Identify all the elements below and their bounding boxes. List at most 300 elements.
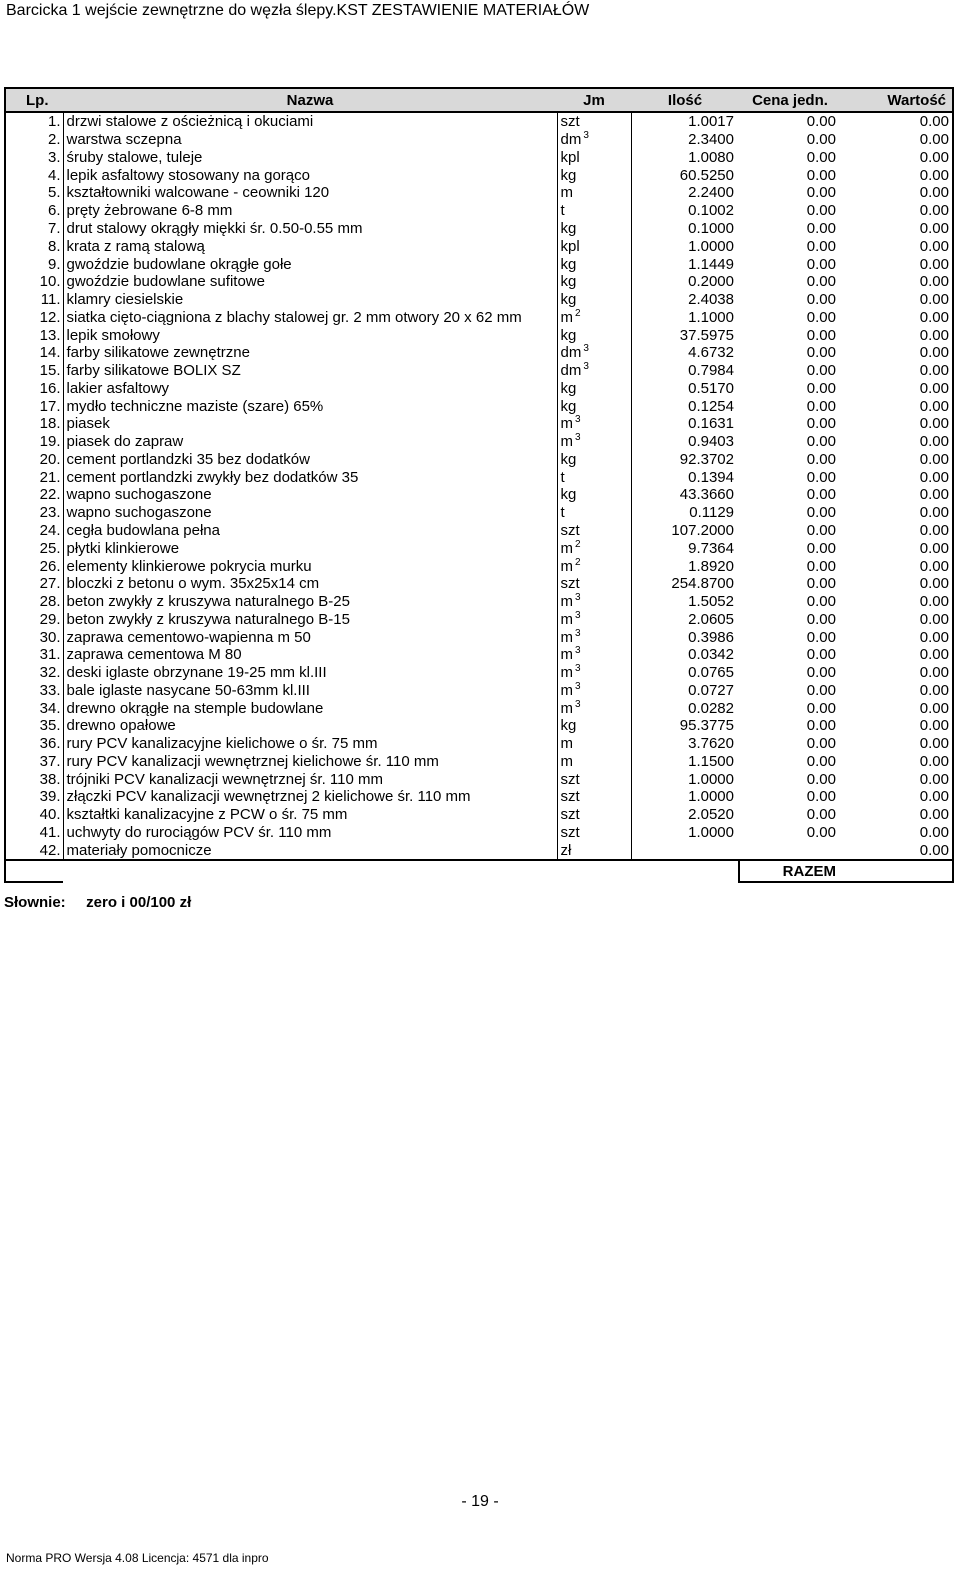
row-price: 0.00 xyxy=(806,326,836,344)
page-number: - 19 - xyxy=(461,1493,499,1510)
table-row xyxy=(5,699,953,717)
row-name: lepik asfaltowy stosowany na gorąco xyxy=(63,166,557,184)
row-value: 0.00 xyxy=(841,291,953,309)
sum-value xyxy=(841,860,953,882)
table-row xyxy=(5,237,953,255)
row-qty: 60.5250 xyxy=(679,166,734,184)
row-jm: szt xyxy=(557,770,631,788)
row-qty: 0.0727 xyxy=(688,681,734,699)
row-value: 0.00 xyxy=(841,557,953,575)
row-lp: 4. xyxy=(5,166,63,184)
row-lp: 32. xyxy=(5,664,63,682)
sum-label: RAZEM xyxy=(739,860,841,882)
row-jm: kg xyxy=(557,486,631,504)
row-name: deski iglaste obrzynane 19-25 mm kl.III xyxy=(63,664,557,682)
row-qty: 0.0282 xyxy=(688,699,734,717)
row-lp: 2. xyxy=(5,131,63,149)
row-qty: 1.0000 xyxy=(688,237,734,255)
row-jm: m $^3$ xyxy=(557,610,631,628)
table-row xyxy=(5,682,953,700)
row-value: 0.00 xyxy=(841,237,953,255)
row-price: 0.00 xyxy=(806,539,836,557)
row-value: 0.00 xyxy=(841,131,953,149)
row-jm: kpl xyxy=(557,237,631,255)
unit-exponent: 3 xyxy=(575,610,581,621)
table-row xyxy=(5,344,953,362)
unit-exponent: 3 xyxy=(575,681,581,692)
table-header-row xyxy=(5,88,953,112)
row-price: 0.00 xyxy=(806,415,836,433)
row-qty: 9.7364 xyxy=(688,539,734,557)
row-jm: zł xyxy=(557,841,631,860)
table-row xyxy=(5,522,953,540)
table-row xyxy=(5,291,953,309)
row-lp: 23. xyxy=(5,504,63,522)
row-jm: kg xyxy=(557,451,631,469)
table-row xyxy=(5,486,953,504)
row-price: 0.00 xyxy=(806,770,836,788)
row-price: 0.00 xyxy=(806,255,836,273)
unit-exponent: 3 xyxy=(575,628,581,639)
row-qty: 0.2000 xyxy=(688,273,734,291)
table-row xyxy=(5,273,953,291)
row-value: 0.00 xyxy=(841,646,953,664)
row-price: 0.00 xyxy=(806,575,836,593)
row-name: drut stalowy okrągły miękki śr. 0.50-0.55 mm xyxy=(63,220,557,238)
row-lp: 18. xyxy=(5,415,63,433)
row-name: siatka cięto-ciągniona z blachy stalowej gr. 2 mm otwory 20 x 62 mm xyxy=(63,308,557,326)
row-value: 0.00 xyxy=(841,628,953,646)
row-value: 0.00 xyxy=(841,344,953,362)
footer-license: Norma PRO Wersja 4.08 Licencja: 4571 dla inpro xyxy=(6,1551,269,1565)
row-jm: m $^3$ xyxy=(557,433,631,451)
unit-exponent: 2 xyxy=(575,308,581,319)
row-qty: 2.3400 xyxy=(688,131,734,149)
row-name: zaprawa cementowo-wapienna m 50 xyxy=(63,628,557,646)
table-row xyxy=(5,149,953,167)
table-row xyxy=(5,610,953,628)
row-jm: m xyxy=(557,184,631,202)
row-name: drzwi stalowe z ościeżnicą i okuciami xyxy=(63,112,557,131)
row-qty: 2.0605 xyxy=(688,610,734,628)
row-jm: dm $^3$ xyxy=(557,362,631,380)
row-price: 0.00 xyxy=(806,273,836,291)
row-price: 0.00 xyxy=(806,379,836,397)
row-lp: 12. xyxy=(5,308,63,326)
unit-exponent: 3 xyxy=(575,645,581,657)
row-qty: 95.3775 xyxy=(679,717,734,735)
row-name: cegła budowlana pełna xyxy=(63,522,557,540)
row-value: 0.00 xyxy=(841,468,953,486)
row-jm: szt xyxy=(557,806,631,824)
row-name: śruby stalowe, tuleje xyxy=(63,149,557,167)
row-price: 0.00 xyxy=(806,504,836,522)
row-price: 0.00 xyxy=(806,664,836,682)
row-value: 0.00 xyxy=(841,699,953,717)
unit-exponent: 3 xyxy=(575,592,581,604)
row-value: 0.00 xyxy=(841,735,953,753)
row-value: 0.00 xyxy=(841,220,953,238)
unit-exponent: 2 xyxy=(575,539,581,550)
row-lp: 22. xyxy=(5,486,63,504)
row-name: zaprawa cementowa M 80 xyxy=(63,646,557,664)
row-jm: kg xyxy=(557,379,631,397)
unit-exponent: 3 xyxy=(583,130,589,142)
row-price: 0.00 xyxy=(806,806,836,824)
row-jm: m $^3$ xyxy=(557,664,631,682)
row-jm: szt xyxy=(557,575,631,593)
row-price: 0.00 xyxy=(806,752,836,770)
row-name: trójniki PCV kanalizacji wewnętrznej śr. 110 mm xyxy=(63,770,557,788)
words-label: Słownie: xyxy=(4,894,66,911)
table-row xyxy=(5,131,953,149)
row-value: 0.00 xyxy=(841,255,953,273)
row-name: złączki PCV kanalizacji wewnętrznej 2 kielichowe śr. 110 mm xyxy=(63,788,557,806)
table-row xyxy=(5,575,953,593)
row-name: drewno okrągłe na stemple budowlane xyxy=(63,699,557,717)
row-price: 0.00 xyxy=(806,486,836,504)
row-value: 0.00 xyxy=(841,433,953,451)
row-value: 0.00 xyxy=(841,379,953,397)
row-lp: 26. xyxy=(5,557,63,575)
row-name: cement portlandzki 35 bez dodatków xyxy=(63,451,557,469)
row-qty: 43.3660 xyxy=(679,486,734,504)
row-price: 0.00 xyxy=(806,681,836,699)
table-row xyxy=(5,326,953,344)
row-lp: 20. xyxy=(5,451,63,469)
row-price: 0.00 xyxy=(806,699,836,717)
row-jm: m $^3$ xyxy=(557,628,631,646)
row-jm: szt xyxy=(557,112,631,131)
table-row xyxy=(5,362,953,380)
row-name: warstwa sczepna xyxy=(63,131,557,149)
row-price: 0.00 xyxy=(806,450,836,468)
row-name: lepik smołowy xyxy=(63,326,557,344)
row-name: elementy klinkierowe pokrycia murku xyxy=(63,557,557,575)
table-body xyxy=(5,112,953,860)
row-name: krata z ramą stalową xyxy=(63,237,557,255)
row-price: 0.00 xyxy=(806,468,836,486)
row-lp: 8. xyxy=(5,237,63,255)
row-qty: 1.5052 xyxy=(688,593,734,611)
row-qty: 0.9403 xyxy=(688,433,734,451)
header-value: Wartość xyxy=(841,88,953,112)
row-value: 0.00 xyxy=(841,593,953,611)
row-price: 0.00 xyxy=(806,184,836,202)
row-price: 0.00 xyxy=(806,628,836,646)
table-row xyxy=(5,557,953,575)
row-value: 0.00 xyxy=(841,575,953,593)
header-name: Nazwa xyxy=(63,88,557,112)
row-qty: 2.0520 xyxy=(688,806,734,824)
row-jm: kg xyxy=(557,255,631,273)
row-lp: 1. xyxy=(5,112,63,131)
row-price: 0.00 xyxy=(806,735,836,753)
row-qty: 1.1500 xyxy=(688,752,734,770)
row-name: wapno suchogaszone xyxy=(63,486,557,504)
header-lp: Lp. xyxy=(5,88,63,112)
row-lp: 30. xyxy=(5,628,63,646)
row-value: 0.00 xyxy=(841,326,953,344)
table-row xyxy=(5,841,953,860)
row-jm: m $^2$ xyxy=(557,557,631,575)
row-value: 0.00 xyxy=(841,664,953,682)
row-qty: 0.7984 xyxy=(688,362,734,380)
row-qty: 1.8920 xyxy=(688,557,734,575)
row-qty: 37.5975 xyxy=(679,326,734,344)
row-lp: 28. xyxy=(5,593,63,611)
row-name: kształtowniki walcowane - ceowniki 120 xyxy=(63,184,557,202)
row-value: 0.00 xyxy=(841,451,953,469)
row-qty: 0.1000 xyxy=(688,219,734,237)
row-price: 0.00 xyxy=(806,219,836,237)
row-jm: dm $^3$ xyxy=(557,344,631,362)
row-name: gwoździe budowlane sufitowe xyxy=(63,273,557,291)
row-value: 0.00 xyxy=(841,308,953,326)
row-value: 0.00 xyxy=(841,539,953,557)
row-jm: m $^3$ xyxy=(557,593,631,611)
row-qty: 0.1129 xyxy=(689,504,734,522)
row-lp: 11. xyxy=(5,291,63,309)
row-qty: 0.3986 xyxy=(688,628,734,646)
table-row xyxy=(5,220,953,238)
row-lp: 37. xyxy=(5,753,63,771)
table-row xyxy=(5,664,953,682)
row-jm: kg xyxy=(557,166,631,184)
row-lp: 13. xyxy=(5,326,63,344)
row-value: 0.00 xyxy=(841,610,953,628)
row-value: 0.00 xyxy=(841,397,953,415)
row-lp: 7. xyxy=(5,220,63,238)
row-lp: 5. xyxy=(5,184,63,202)
row-name: gwoździe budowlane okrągłe gołe xyxy=(63,255,557,273)
row-lp: 21. xyxy=(5,468,63,486)
row-name: piasek xyxy=(63,415,557,433)
row-lp: 36. xyxy=(5,735,63,753)
row-name: bloczki z betonu o wym. 35x25x14 cm xyxy=(63,575,557,593)
unit-exponent: 3 xyxy=(583,361,589,373)
table-row xyxy=(5,735,953,753)
row-price: 0.00 xyxy=(806,131,836,149)
table-row xyxy=(5,166,953,184)
row-name: mydło techniczne maziste (szare) 65% xyxy=(63,397,557,415)
row-qty xyxy=(631,841,739,860)
row-value: 0.00 xyxy=(841,184,953,202)
row-value: 0.00 xyxy=(841,841,953,860)
row-jm: kg xyxy=(557,717,631,735)
row-name: kształtki kanalizacyjne z PCW o śr. 75 mm xyxy=(63,806,557,824)
header-qty: Ilość xyxy=(631,88,739,112)
row-jm: kg xyxy=(557,326,631,344)
row-value: 0.00 xyxy=(841,753,953,771)
row-qty: 3.7620 xyxy=(688,735,734,753)
unit-exponent: 3 xyxy=(575,699,581,710)
row-lp: 34. xyxy=(5,699,63,717)
row-qty: 0.1394 xyxy=(688,468,734,486)
row-name: rury PCV kanalizacji wewnętrznej kielichowe śr. 110 mm xyxy=(63,753,557,771)
row-name: beton zwykły z kruszywa naturalnego B-25 xyxy=(63,593,557,611)
row-price: 0.00 xyxy=(806,788,836,806)
row-jm: m $^2$ xyxy=(557,308,631,326)
row-qty: 2.4038 xyxy=(688,291,734,309)
table-row xyxy=(5,202,953,220)
row-name: lakier asfaltowy xyxy=(63,379,557,397)
table-row xyxy=(5,255,953,273)
table-row xyxy=(5,451,953,469)
table-row xyxy=(5,628,953,646)
row-price: 0.00 xyxy=(806,557,836,575)
row-value: 0.00 xyxy=(841,717,953,735)
row-qty: 1.0017 xyxy=(688,113,734,131)
row-price: 0.00 xyxy=(806,148,836,166)
table-row xyxy=(5,824,953,842)
unit-exponent: 3 xyxy=(583,343,589,355)
row-jm: dm $^3$ xyxy=(557,131,631,149)
row-lp: 41. xyxy=(5,824,63,842)
row-name: cement portlandzki zwykły bez dodatków 35 xyxy=(63,468,557,486)
row-jm: t xyxy=(557,202,631,220)
row-qty: 254.8700 xyxy=(671,575,734,593)
table-row xyxy=(5,308,953,326)
row-value: 0.00 xyxy=(841,112,953,131)
row-value: 0.00 xyxy=(841,149,953,167)
row-name: klamry ciesielskie xyxy=(63,291,557,309)
row-qty: 1.0000 xyxy=(688,824,734,841)
row-value: 0.00 xyxy=(841,824,953,842)
row-price: 0.00 xyxy=(806,593,836,611)
row-qty: 1.1449 xyxy=(688,255,734,273)
row-jm: szt xyxy=(557,788,631,806)
row-lp: 29. xyxy=(5,610,63,628)
table-row xyxy=(5,806,953,824)
table-row xyxy=(5,770,953,788)
row-qty: 2.2400 xyxy=(688,184,734,202)
row-name: bale iglaste nasycane 50-63mm kl.III xyxy=(63,682,557,700)
row-lp: 40. xyxy=(5,806,63,824)
row-value: 0.00 xyxy=(841,522,953,540)
row-lp: 33. xyxy=(5,682,63,700)
row-price: 0.00 xyxy=(806,344,836,362)
row-qty: 0.0342 xyxy=(688,646,734,664)
row-value: 0.00 xyxy=(841,486,953,504)
row-jm: kg xyxy=(557,397,631,415)
row-jm: m $^3$ xyxy=(557,415,631,433)
amount-in-words xyxy=(4,894,191,911)
row-lp: 38. xyxy=(5,770,63,788)
row-qty: 1.0000 xyxy=(688,788,734,806)
row-qty: 1.0000 xyxy=(688,770,734,788)
row-value: 0.00 xyxy=(841,415,953,433)
row-value: 0.00 xyxy=(841,682,953,700)
table-row xyxy=(5,415,953,433)
row-name: płytki klinkierowe xyxy=(63,539,557,557)
table-row xyxy=(5,753,953,771)
unit-exponent: 2 xyxy=(575,557,581,568)
row-price: 0.00 xyxy=(806,113,836,131)
words-value: zero i 00/100 zł xyxy=(86,894,192,911)
row-jm: t xyxy=(557,504,631,522)
table-row xyxy=(5,646,953,664)
row-qty: 92.3702 xyxy=(679,450,734,468)
table-row xyxy=(5,539,953,557)
materials-table xyxy=(4,87,954,883)
table-row xyxy=(5,184,953,202)
unit-exponent: 3 xyxy=(575,663,581,675)
row-qty: 0.1254 xyxy=(688,397,734,415)
row-lp: 25. xyxy=(5,539,63,557)
row-value: 0.00 xyxy=(841,202,953,220)
table-row xyxy=(5,717,953,735)
unit-exponent: 3 xyxy=(575,432,581,444)
header-jm: Jm xyxy=(557,88,631,112)
row-price: 0.00 xyxy=(806,717,836,735)
row-lp: 6. xyxy=(5,202,63,220)
row-lp: 39. xyxy=(5,788,63,806)
row-qty: 0.0765 xyxy=(688,664,734,682)
row-price: 0.00 xyxy=(806,433,836,451)
unit-exponent: 3 xyxy=(575,415,581,426)
row-lp: 19. xyxy=(5,433,63,451)
table-row xyxy=(5,788,953,806)
row-lp: 3. xyxy=(5,149,63,167)
row-lp: 15. xyxy=(5,362,63,380)
row-jm: m $^2$ xyxy=(557,539,631,557)
row-lp: 42. xyxy=(5,841,63,860)
row-price: 0.00 xyxy=(806,397,836,415)
row-value: 0.00 xyxy=(841,166,953,184)
row-qty: 107.2000 xyxy=(671,521,734,539)
row-lp: 27. xyxy=(5,575,63,593)
row-price: 0.00 xyxy=(806,610,836,628)
row-price: 0.00 xyxy=(806,521,836,539)
row-jm: kg xyxy=(557,291,631,309)
row-qty: 0.1002 xyxy=(688,202,734,220)
row-jm: t xyxy=(557,468,631,486)
table-row xyxy=(5,397,953,415)
row-lp: 24. xyxy=(5,522,63,540)
row-name: piasek do zapraw xyxy=(63,433,557,451)
header-price: Cena jedn. xyxy=(739,88,841,112)
row-name: materiały pomocnicze xyxy=(63,841,557,860)
row-name: farby silikatowe zewnętrzne xyxy=(63,344,557,362)
row-name: drewno opałowe xyxy=(63,717,557,735)
row-name: rury PCV kanalizacyjne kielichowe o śr. 75 mm xyxy=(63,735,557,753)
row-jm: m xyxy=(557,753,631,771)
row-lp: 14. xyxy=(5,344,63,362)
row-jm: szt xyxy=(557,522,631,540)
table-row xyxy=(5,504,953,522)
row-qty: 0.1631 xyxy=(688,415,734,433)
row-value: 0.00 xyxy=(841,770,953,788)
row-jm: m $^3$ xyxy=(557,646,631,664)
row-qty: 1.0080 xyxy=(688,148,734,166)
row-lp: 35. xyxy=(5,717,63,735)
row-lp: 17. xyxy=(5,397,63,415)
row-qty: 1.1000 xyxy=(688,308,734,326)
row-jm: m xyxy=(557,735,631,753)
row-price: 0.00 xyxy=(806,291,836,309)
row-lp: 16. xyxy=(5,379,63,397)
row-jm: kg xyxy=(557,220,631,238)
row-price: 0.00 xyxy=(806,308,836,326)
row-name: farby silikatowe BOLIX SZ xyxy=(63,362,557,380)
row-price: 0.00 xyxy=(806,237,836,255)
sum-row xyxy=(5,860,953,882)
table-row xyxy=(5,379,953,397)
row-value: 0.00 xyxy=(841,273,953,291)
row-qty: 0.5170 xyxy=(688,379,734,397)
table-row xyxy=(5,112,953,131)
